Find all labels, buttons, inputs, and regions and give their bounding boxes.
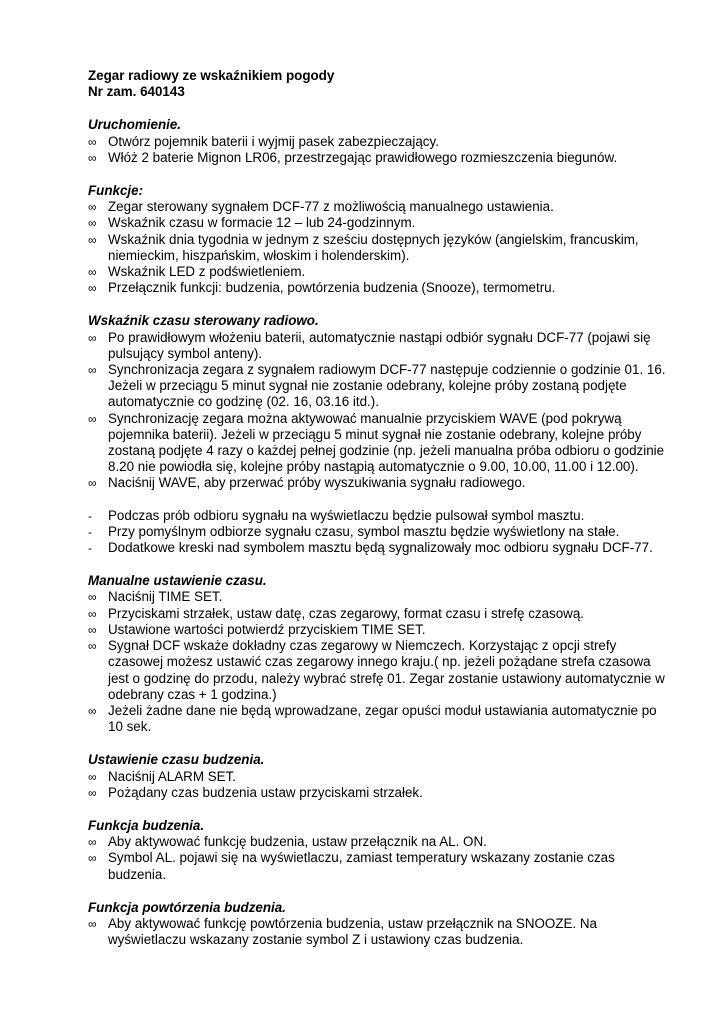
- list-item-text: Aby aktywować funkcję budzenia, ustaw przełącznik na AL. ON.: [108, 834, 487, 850]
- list-item: [88, 606, 668, 622]
- list-item: [88, 769, 668, 785]
- list-item: [88, 232, 668, 264]
- list-item: [88, 199, 668, 215]
- infinity-bullet-icon: ∞: [88, 703, 97, 718]
- list-item: [88, 508, 668, 524]
- document-title: Zegar radiowy ze wskaźnikiem pogody: [88, 68, 335, 83]
- list-item: [88, 834, 668, 850]
- list-item-text: Naciśnij WAVE, aby przerwać próby wyszukiwania sygnału radiowego.: [108, 475, 526, 491]
- infinity-bullet-icon: ∞: [88, 851, 97, 866]
- infinity-bullet-icon: ∞: [88, 606, 97, 621]
- list-item: [88, 703, 668, 735]
- list-item-text: Otwórz pojemnik baterii i wyjmij pasek zabezpieczający.: [108, 133, 439, 149]
- list-item: [88, 134, 668, 150]
- list-item-text: Podczas prób odbioru sygnału na wyświetlaczu będzie pulsował symbol masztu.: [108, 507, 585, 523]
- list-item-text: Ustawione wartości potwierdź przyciskiem TIME SET.: [108, 621, 426, 637]
- section-heading-alarm-time: Ustawienie czasu budzenia.: [88, 752, 265, 768]
- list-item: [88, 411, 668, 476]
- list-item: [88, 475, 668, 491]
- infinity-bullet-icon: ∞: [88, 330, 97, 345]
- section-heading-functions: Funkcje:: [88, 183, 144, 199]
- list-item: [88, 638, 668, 703]
- list-item-text: Sygnał DCF wskaże dokładny czas zegarowy w Niemczech. Korzystając z opcji strefy czasowej możesz ustawić czas zegarowy innego kraju.( np. jeżeli pożądane strefa czasowa jest o godzinę do przodu, należy wybrać strefę 01. Zegar zostanie ustawiony automatycznie w odebrany czas + 1 godzina.): [108, 638, 665, 702]
- startup-list: [88, 134, 668, 166]
- section-heading-startup: Uruchomienie.: [88, 117, 182, 133]
- dash-bullet-icon: -: [88, 508, 92, 523]
- list-item-text: Wskaźnik czasu w formacie 12 – lub 24-godzinnym.: [108, 215, 416, 231]
- list-item-text: Jeżeli żadne dane nie będą wprowadzane, zegar opuści moduł ustawiania automatycznie po 10 sek.: [108, 702, 657, 735]
- list-item-text: Przyciskami strzałek, ustaw datę, czas zegarowy, format czasu i strefę czasową.: [108, 605, 585, 621]
- infinity-bullet-icon: ∞: [88, 639, 97, 654]
- list-item-text: Przełącznik funkcji: budzenia, powtórzenia budzenia (Snooze), termometru.: [108, 280, 556, 296]
- infinity-bullet-icon: ∞: [88, 363, 97, 378]
- list-item-text: Aby aktywować funkcję powtórzenia budzenia, ustaw przełącznik na SNOOZE. Na wyświetlaczu wskazany zostanie symbol Z i ustawiony czas budzenia.: [108, 915, 597, 948]
- list-item-text: Dodatkowe kreski nad symbolem masztu będą sygnalizowały moc odbioru sygnału DCF-77.: [108, 540, 653, 556]
- section-heading-radio-time: Wskaźnik czasu sterowany radiowo.: [88, 313, 319, 329]
- list-item: [88, 916, 668, 948]
- infinity-bullet-icon: ∞: [88, 134, 97, 149]
- order-number: Nr zam. 640143: [88, 84, 185, 100]
- infinity-bullet-icon: ∞: [88, 216, 97, 231]
- list-item-text: Przy pomyślnym odbiorze sygnału czasu, symbol masztu będzie wyświetlony na stałe.: [108, 523, 620, 539]
- section-heading-manual-time: Manualne ustawienie czasu.: [88, 573, 267, 589]
- list-item: [88, 150, 668, 166]
- infinity-bullet-icon: ∞: [88, 265, 97, 280]
- list-item-text: Naciśnij TIME SET.: [108, 589, 223, 605]
- functions-list: [88, 199, 668, 296]
- list-item-text: Synchronizacja zegara z sygnałem radiowym DCF-77 następuje codziennie o godzinie 01. 16. Jeżeli w przeciągu 5 minut sygnał nie zostanie odebrany, kolejne próby zostaną podjęte automatycznie co godzinę (02. 16, 03.16 itd.).: [108, 362, 666, 410]
- infinity-bullet-icon: ∞: [88, 476, 97, 491]
- list-item: [88, 524, 668, 540]
- list-item: [88, 330, 668, 362]
- alarm-time-list: [88, 769, 668, 801]
- list-item-text: Symbol AL. pojawi się na wyświetlaczu, zamiast temperatury wskazany zostanie czas budzenia.: [108, 850, 615, 882]
- list-item: [88, 589, 668, 605]
- list-item-text: Wskaźnik LED z podświetleniem.: [108, 264, 306, 280]
- list-item: [88, 622, 668, 638]
- infinity-bullet-icon: ∞: [88, 835, 97, 850]
- infinity-bullet-icon: ∞: [88, 411, 97, 426]
- list-item: [88, 540, 668, 556]
- list-item: [88, 362, 668, 411]
- list-item: [88, 280, 668, 296]
- infinity-bullet-icon: ∞: [88, 622, 97, 637]
- list-item-text: Wskaźnik dnia tygodnia w jednym z sześciu dostępnych języków (angielskim, francuskim, niemieckim, hiszpańskim, włoskim i holenderskim).: [108, 231, 639, 263]
- radio-time-dash-list: [88, 508, 668, 557]
- list-item-text: Po prawidłowym włożeniu baterii, automatycznie nastąpi odbiór sygnału DCF-77 (pojawi się pulsujący symbol anteny).: [108, 329, 651, 361]
- list-item: [88, 785, 668, 801]
- infinity-bullet-icon: ∞: [88, 916, 97, 931]
- list-item-text: Naciśnij ALARM SET.: [108, 768, 236, 784]
- radio-time-list: [88, 330, 668, 492]
- infinity-bullet-icon: ∞: [88, 150, 97, 165]
- infinity-bullet-icon: ∞: [88, 590, 97, 605]
- list-item-text: Pożądany czas budzenia ustaw przyciskami strzałek.: [108, 784, 423, 800]
- infinity-bullet-icon: ∞: [88, 785, 97, 800]
- infinity-bullet-icon: ∞: [88, 769, 97, 784]
- section-heading-alarm-function: Funkcja budzenia.: [88, 817, 205, 833]
- list-item: [88, 215, 668, 231]
- section-heading-snooze-function: Funkcja powtórzenia budzenia.: [88, 899, 286, 915]
- infinity-bullet-icon: ∞: [88, 281, 97, 296]
- list-item-text: Synchronizację zegara można aktywować manualnie przyciskiem WAVE (pod pokrywą pojemnika baterii). Jeżeli w przeciągu 5 minut sygnał nie zostanie odebrany, kolejne próby zostaną podjęte 4 razy o każdej pełnej godzinie (np. jeżeli manualna próba odbioru o godzinie 8.20 nie powiodła się, kolejne próby nastąpią automatycznie o 9.00, 10.00, 11.00 i 12.00).: [108, 410, 665, 475]
- list-item-text: Zegar sterowany sygnałem DCF-77 z możliwością manualnego ustawienia.: [108, 199, 554, 215]
- list-item: [88, 850, 668, 882]
- dash-bullet-icon: -: [88, 541, 92, 556]
- list-item: [88, 264, 668, 280]
- document-page: [88, 68, 668, 948]
- alarm-function-list: [88, 834, 668, 883]
- snooze-function-list: [88, 916, 668, 948]
- manual-time-list: [88, 589, 668, 735]
- infinity-bullet-icon: ∞: [88, 232, 97, 247]
- dash-bullet-icon: -: [88, 524, 92, 539]
- infinity-bullet-icon: ∞: [88, 200, 97, 215]
- list-item-text: Włóż 2 baterie Mignon LR06, przestrzegając prawidłowego rozmieszczenia biegunów.: [108, 149, 618, 165]
